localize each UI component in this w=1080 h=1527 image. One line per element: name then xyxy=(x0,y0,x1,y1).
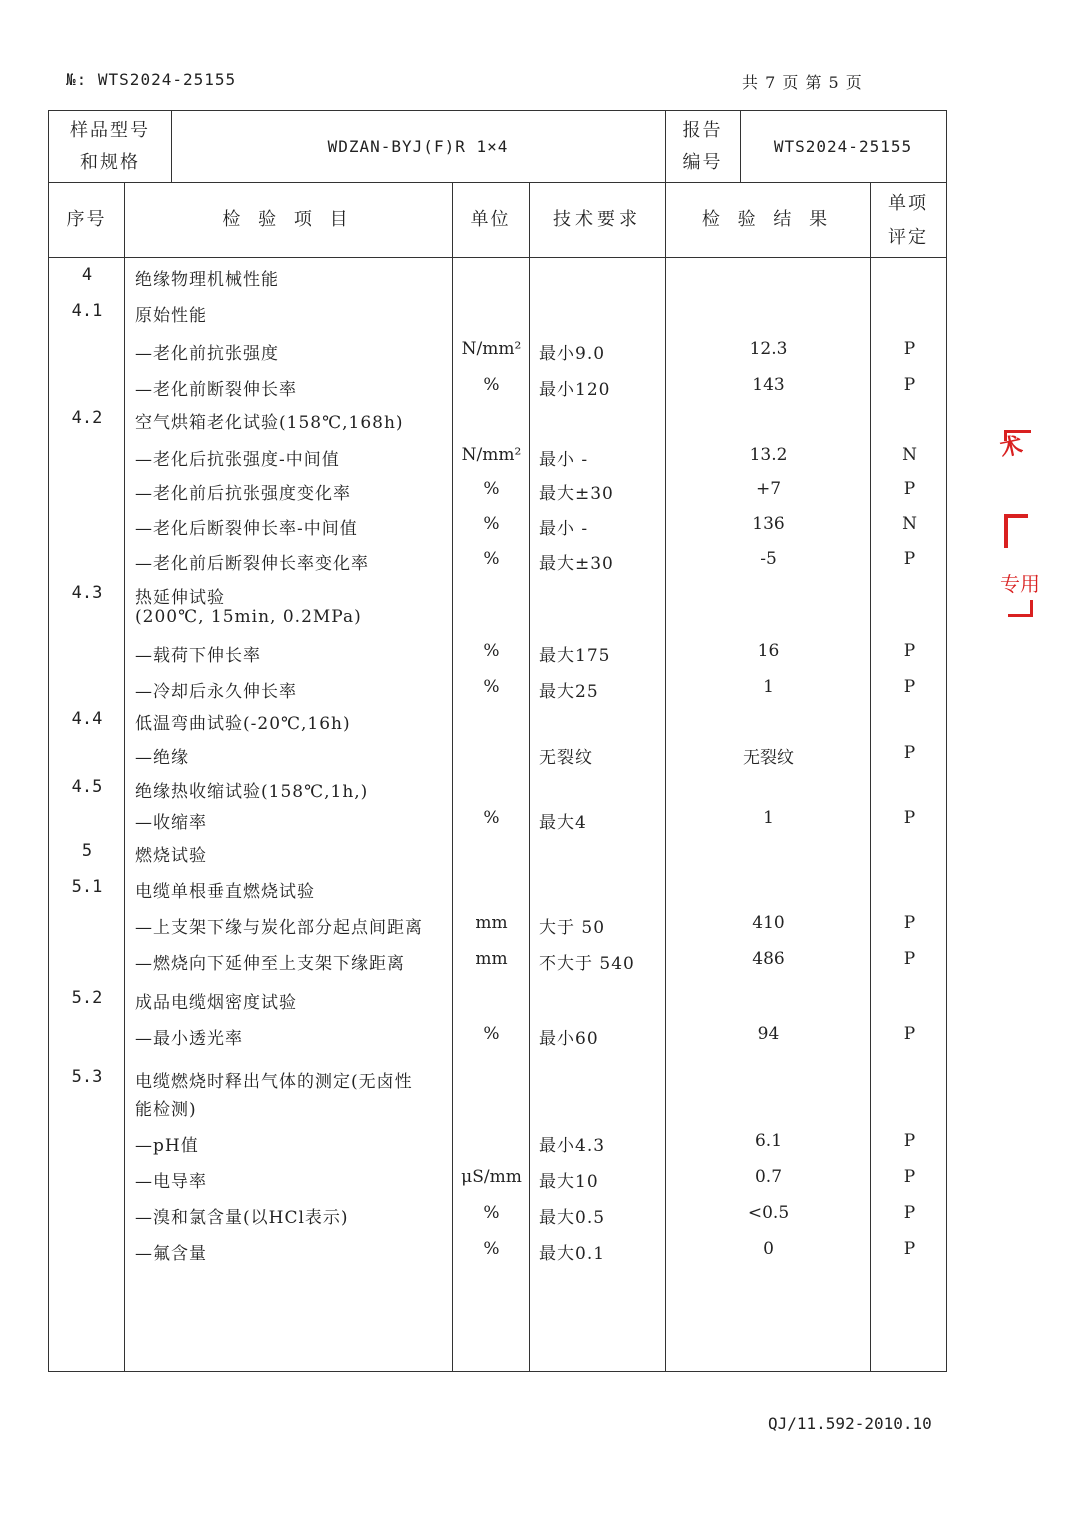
row-evaluation: P xyxy=(903,339,916,359)
table-row xyxy=(49,339,946,367)
table-row xyxy=(49,1024,946,1052)
row-result: 0 xyxy=(763,1239,774,1259)
row-result: -5 xyxy=(760,549,777,569)
row-requirement: 不大于 540 xyxy=(539,954,635,974)
row-result: 143 xyxy=(752,375,785,395)
row-unit: % xyxy=(483,375,500,395)
row-result: 136 xyxy=(752,514,785,534)
row-requirement: 最小4.3 xyxy=(539,1136,606,1156)
table-row xyxy=(49,479,946,507)
row-result: 1 xyxy=(763,808,774,828)
table-row xyxy=(49,1239,946,1267)
report-no-label: №: xyxy=(66,70,88,89)
col-header-evaluation-line2: 评定 xyxy=(888,227,928,248)
row-item: 原始性能 xyxy=(135,306,207,326)
table-row xyxy=(49,375,946,403)
row-evaluation: P xyxy=(903,375,916,395)
row-evaluation: P xyxy=(903,641,916,661)
row-number: 5.1 xyxy=(71,877,103,897)
table-row xyxy=(49,877,946,905)
row-evaluation: P xyxy=(903,677,916,697)
table-row xyxy=(49,677,946,705)
row-unit: μS/mm xyxy=(461,1167,522,1187)
row-item: —上支架下缘与炭化部分起点间距离 xyxy=(135,918,423,938)
table-row xyxy=(49,1203,946,1231)
row-result: 16 xyxy=(757,641,780,661)
row-item: —收缩率 xyxy=(135,813,207,833)
row-item: —老化后断裂伸长率-中间值 xyxy=(135,519,358,539)
row-evaluation: P xyxy=(903,1024,916,1044)
row-item: 燃烧试验 xyxy=(135,846,207,866)
row-result: 94 xyxy=(757,1024,780,1044)
row-requirement: 最大10 xyxy=(539,1172,599,1192)
row-evaluation: P xyxy=(903,549,916,569)
row-number: 5.2 xyxy=(71,988,103,1008)
row-evaluation: P xyxy=(903,1131,916,1151)
row-item: —电导率 xyxy=(135,1172,207,1192)
row-item: (200℃, 15min, 0.2MPa) xyxy=(135,607,362,627)
table-row xyxy=(49,841,946,869)
table-row xyxy=(49,988,946,1016)
table-row xyxy=(49,1131,946,1159)
col-header-item: 检 验 项 目 xyxy=(222,209,354,230)
row-item: —老化前后抗张强度变化率 xyxy=(135,484,351,504)
row-item: 绝缘热收缩试验(158℃,1h,) xyxy=(135,782,369,802)
report-no-header-line1: 报告 xyxy=(682,120,723,141)
row-requirement: 最小120 xyxy=(539,380,611,400)
seal-stamp-bracket xyxy=(1008,600,1033,617)
row-unit: % xyxy=(483,808,500,828)
sample-model-label-line1: 样品型号 xyxy=(70,120,150,141)
row-number: 4.3 xyxy=(71,583,103,603)
row-requirement: 最小9.0 xyxy=(539,344,606,364)
row-unit: N/mm² xyxy=(461,445,522,465)
row-number: 4.2 xyxy=(71,408,103,428)
row-item: —老化后抗张强度-中间值 xyxy=(135,450,340,470)
row-item: 低温弯曲试验(-20℃,16h) xyxy=(135,714,351,734)
row-result: 0.7 xyxy=(754,1167,783,1187)
col-header-evaluation-line1: 单项 xyxy=(888,193,928,214)
row-number: 4.1 xyxy=(71,301,103,321)
row-item: 空气烘箱老化试验(158℃,168h) xyxy=(135,413,404,433)
row-result: 13.2 xyxy=(749,445,788,465)
row-item: —老化前抗张强度 xyxy=(135,344,279,364)
row-requirement: 最小60 xyxy=(539,1029,599,1049)
row-requirement: 最大0.1 xyxy=(539,1244,606,1264)
row-evaluation: P xyxy=(903,1203,916,1223)
row-item: —pH值 xyxy=(135,1136,199,1156)
sample-model-label-line2: 和规格 xyxy=(80,152,140,173)
row-requirement: 最大0.5 xyxy=(539,1208,606,1228)
row-item: —绝缘 xyxy=(135,748,189,768)
row-item: —老化前断裂伸长率 xyxy=(135,380,297,400)
row-requirement: 最小 - xyxy=(539,450,589,470)
form-code: QJ/11.592-2010.10 xyxy=(768,1414,932,1433)
row-requirement: 无裂纹 xyxy=(539,748,593,768)
table-row xyxy=(49,408,946,436)
row-result: 1 xyxy=(763,677,774,697)
row-result: <0.5 xyxy=(747,1203,790,1223)
row-item: 电缆燃烧时释出气体的测定(无卤性 xyxy=(135,1072,413,1092)
row-item: —燃烧向下延伸至上支架下缘距离 xyxy=(135,954,405,974)
row-requirement: 最大±30 xyxy=(539,554,614,574)
row-requirement: 最大25 xyxy=(539,682,599,702)
report-no-header-line2: 编号 xyxy=(682,152,723,173)
row-result: 无裂纹 xyxy=(743,748,794,768)
row-unit: % xyxy=(483,1203,500,1223)
row-evaluation: P xyxy=(903,743,916,763)
row-evaluation: N xyxy=(902,514,917,534)
row-unit: mm xyxy=(475,913,508,933)
row-item: 电缆单根垂直燃烧试验 xyxy=(135,882,315,902)
seal-stamp-text-1: 术 xyxy=(998,432,1025,462)
row-item: 热延伸试验 xyxy=(135,588,225,608)
row-evaluation: P xyxy=(903,1239,916,1259)
col-header-no: 序号 xyxy=(66,209,107,230)
row-item: 成品电缆烟密度试验 xyxy=(135,993,297,1013)
test-report-table xyxy=(48,110,947,1372)
table-row xyxy=(49,913,946,941)
row-evaluation: N xyxy=(902,445,917,465)
row-evaluation: P xyxy=(903,913,916,933)
row-item: —氟含量 xyxy=(135,1244,207,1264)
table-row xyxy=(49,641,946,669)
table-row xyxy=(49,709,946,737)
row-item: —载荷下伸长率 xyxy=(135,646,261,666)
table-row xyxy=(49,607,946,635)
row-evaluation: P xyxy=(903,1167,916,1187)
col-header-result: 检 验 结 果 xyxy=(701,209,834,230)
table-row xyxy=(49,1067,946,1095)
row-item: —最小透光率 xyxy=(135,1029,243,1049)
row-unit: % xyxy=(483,641,500,661)
row-item: —冷却后永久伸长率 xyxy=(135,682,297,702)
table-row xyxy=(49,743,946,771)
row-requirement: 最大4 xyxy=(539,813,587,833)
table-row xyxy=(49,514,946,542)
row-unit: % xyxy=(483,1024,500,1044)
row-requirement: 大于 50 xyxy=(539,918,606,938)
row-unit: % xyxy=(483,549,500,569)
row-item: 绝缘物理机械性能 xyxy=(135,270,279,290)
report-no-value: WTS2024-25155 xyxy=(97,70,237,89)
seal-stamp-bracket xyxy=(1004,430,1031,441)
table-row xyxy=(49,301,946,329)
col-header-unit: 单位 xyxy=(470,209,511,230)
table-row xyxy=(49,265,946,293)
table-body xyxy=(49,111,946,1371)
row-number: 5.3 xyxy=(71,1067,103,1087)
row-unit: % xyxy=(483,479,500,499)
row-number: 4.5 xyxy=(71,777,103,797)
row-number: 4 xyxy=(81,265,93,285)
row-requirement: 最大±30 xyxy=(539,484,614,504)
table-row xyxy=(49,445,946,473)
col-header-requirement: 技术要求 xyxy=(553,209,641,230)
report-number-line xyxy=(66,70,236,89)
row-unit: % xyxy=(483,514,500,534)
page-info: 共 7 页 第 5 页 xyxy=(742,73,863,92)
row-number: 4.4 xyxy=(71,709,103,729)
table-row xyxy=(49,1095,946,1123)
row-unit: % xyxy=(483,1239,500,1259)
row-evaluation: P xyxy=(903,949,916,969)
row-result: 12.3 xyxy=(749,339,788,359)
row-unit: mm xyxy=(475,949,508,969)
row-item: —老化前后断裂伸长率变化率 xyxy=(135,554,369,574)
row-result: 410 xyxy=(752,913,785,933)
sample-model-value: WDZAN-BYJ(F)R 1×4 xyxy=(327,137,509,156)
table-row xyxy=(49,549,946,577)
seal-stamp-bracket xyxy=(1004,514,1028,548)
row-result: 6.1 xyxy=(754,1131,783,1151)
row-unit: % xyxy=(483,677,500,697)
row-evaluation: P xyxy=(903,479,916,499)
row-unit: N/mm² xyxy=(461,339,522,359)
row-result: 486 xyxy=(752,949,785,969)
table-row xyxy=(49,808,946,836)
table-row xyxy=(49,1167,946,1195)
seal-stamp-text-2: 专用 xyxy=(1000,572,1040,596)
row-item: —溴和氯含量(以HCl表示) xyxy=(135,1208,349,1228)
row-requirement: 最小 - xyxy=(539,519,589,539)
report-no-cell: WTS2024-25155 xyxy=(773,137,913,156)
table-row xyxy=(49,949,946,977)
row-number: 5 xyxy=(81,841,93,861)
row-requirement: 最大175 xyxy=(539,646,611,666)
table-row xyxy=(49,777,946,805)
row-item: 能检测) xyxy=(135,1100,197,1120)
row-result: +7 xyxy=(755,479,782,499)
row-evaluation: P xyxy=(903,808,916,828)
